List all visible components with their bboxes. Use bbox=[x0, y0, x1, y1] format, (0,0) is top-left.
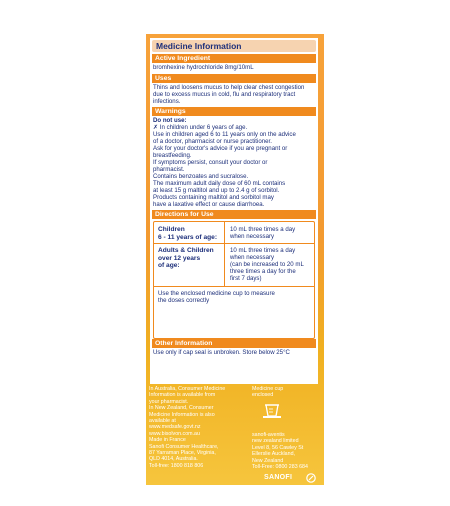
children-label: Children 6 - 11 years of age: bbox=[158, 226, 218, 241]
row-divider bbox=[154, 243, 314, 244]
medicine-cup-icon bbox=[261, 400, 283, 420]
other-info-text: Use only if cap seal is unbroken. Store below 25°C bbox=[153, 349, 290, 356]
directions-heading: Directions for Use bbox=[152, 210, 316, 219]
cup-note: Use the enclosed medicine cup to measure the doses correctly bbox=[158, 290, 275, 304]
panel-title: Medicine Information bbox=[152, 40, 316, 52]
product-box-panel bbox=[146, 34, 324, 485]
active-ingredient-text: bromhexine hydrochloride 8mg/10mL bbox=[153, 64, 254, 71]
sanofi-logo-icon bbox=[306, 473, 316, 483]
adults-label: Adults & Children over 12 years of age: bbox=[158, 247, 214, 269]
children-dose: 10 mL three times a day when necessary bbox=[230, 226, 296, 240]
medicine-info-panel bbox=[150, 38, 318, 384]
footer-left-text: In Australia, Consumer Medicine Information is available from your pharmacist. In New Zealand, Consumer Medicine Information is also available at www.medsafe.govt.nz www.bisolvon.com.au Made in France Sanofi Consumer Healthcare, 87 Yarraman Place, Virginia, QLD 4014, Australia. Toll-free: 1800 818 806 bbox=[149, 386, 226, 469]
active-ingredient-heading: Active Ingredient bbox=[152, 54, 316, 63]
directions-column-divider bbox=[224, 222, 225, 286]
warnings-heading: Warnings bbox=[152, 107, 316, 116]
warnings-text: Do not use: ✗ In children under 6 years of age. Use in children aged 6 to 11 years only on the advice of a doctor, pharmacist or nurse practitioner. Ask for your doctor's advice if you are pregnant or breastfeeding. If symptoms persist, consult your doctor or pharmacist. Contains benzoates and sucralose. The maximum adult daily dose of 60 mL contains at least 15 g maltitol and up to 2.4 g of sorbitol. Products containing maltitol and sorbitol may have a laxative effect or cause diarrhoea. bbox=[153, 117, 296, 208]
sanofi-logo-text: SANOFI bbox=[264, 474, 293, 481]
footer-cup-text: Medicine cup enclosed bbox=[252, 386, 284, 399]
other-info-heading: Other Information bbox=[152, 339, 316, 348]
uses-heading: Uses bbox=[152, 74, 316, 83]
uses-text: Thins and loosens mucus to help clear chest congestion due to excess mucus in cold, flu and respiratory tract infections. bbox=[153, 84, 305, 105]
adults-dose: 10 mL three times a day when necessary (can be increased to 20 mL three times a day for the first 7 days) bbox=[230, 247, 304, 282]
directions-table bbox=[153, 221, 315, 339]
row-divider bbox=[154, 286, 314, 287]
footer-right-text: sanofi-aventis new zealand limited Level 8, 56 Cawley St Ellerslie Auckland, New Zealand Toll-Free: 0800 283 684 bbox=[252, 432, 308, 471]
